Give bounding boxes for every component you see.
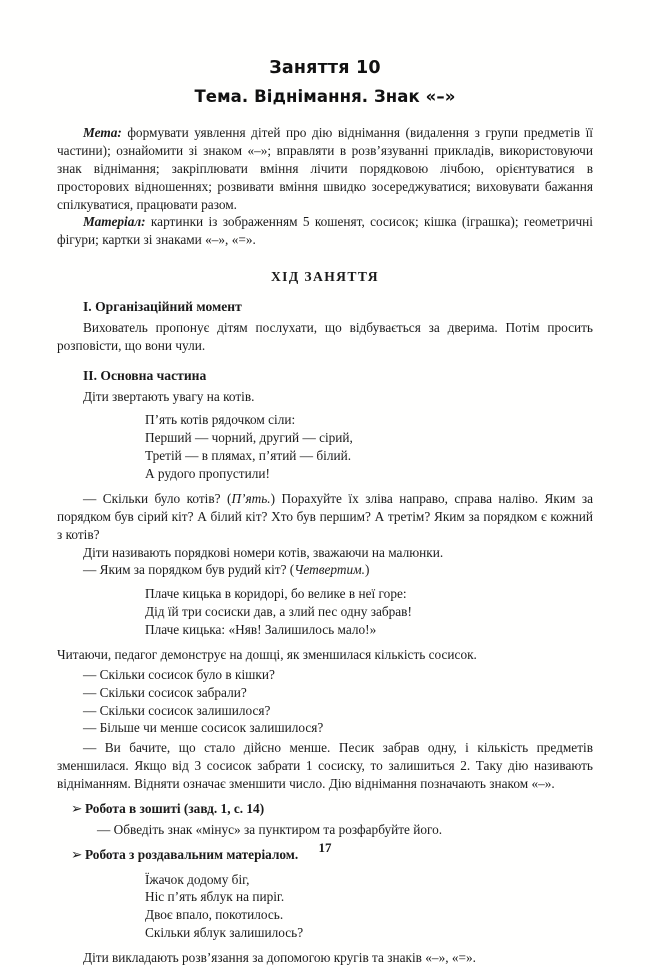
material-label: Матеріал: <box>83 214 146 230</box>
material-text: картинки із зображенням 5 кошенят, сосисок; кішка (іграшка); геометричні фігури; картки зі знаками «–», «=». <box>57 214 593 248</box>
demonstration-paragraph: Читаючи, педагог демонструє на дошці, як зменшилася кількість сосисок. <box>57 646 477 662</box>
question-suffix: ) Порахуйте їх зліва направо, справа наліво. Яким за порядком був сірий кіт? А білий кіт? Хто був першим? А третім? Яким за порядком є кожний з котів? <box>57 490 593 542</box>
activity-handout-title: Робота з роздавальним матеріалом. <box>85 846 299 862</box>
aim-label: Мета: <box>83 125 122 140</box>
arrow-bullet-icon: ➢ <box>71 846 83 862</box>
arrow-bullet-icon: ➢ <box>71 800 83 816</box>
material-paragraph <box>57 213 593 249</box>
followup-suffix: ) <box>364 562 370 578</box>
poem-line: Плаче кицька: «Няв! Залишилось мало!» <box>145 622 377 637</box>
dialogue-cats-followup <box>57 561 593 579</box>
dialogue-cats-question <box>57 483 593 544</box>
question-answer-italic: П’ять. <box>231 490 271 506</box>
poem-line: Їжачок додому біг, <box>145 871 250 887</box>
main-intro-line: Діти звертають увагу на котів. <box>83 388 255 404</box>
poem-line: Перший — чорний, другий — сірий, <box>145 430 353 446</box>
page-title: Заняття 10 <box>269 58 381 78</box>
lesson-topic: Тема. Віднімання. Знак «–» <box>194 87 456 106</box>
poem-hedgehog <box>57 864 593 943</box>
aim-paragraph <box>57 124 593 213</box>
list-item: — Скільки сосисок забрали? <box>83 684 247 700</box>
poem-cats <box>57 405 593 483</box>
activity-notebook-instruction: — Обведіть знак «мінус» за пунктиром та розфарбуйте його. <box>97 821 443 837</box>
poem-line: А рудого пропустили! <box>145 466 270 481</box>
organizational-paragraph: Вихователь пропонує дітям послухати, що відбувається за дверима. Потім просить розповісти, що вони чули. <box>57 320 593 353</box>
poem-line: Ніс п’ять яблук на пиріг. <box>145 889 285 905</box>
poem-line: Двоє впало, покотилось. <box>145 907 284 923</box>
list-item: — Скільки сосисок залишилося? <box>83 702 271 718</box>
page-number: 17 <box>318 840 332 855</box>
followup-prefix: — Яким за порядком був рудий кіт? ( <box>83 562 295 578</box>
poem-line: Скільки яблук залишилось? <box>145 925 304 941</box>
poem-line: Плаче кицька в коридорі, бо велике в неї горе: <box>145 586 407 602</box>
aim-text: формувати уявлення дітей про дію віднімання (видалення з групи предметів її частини); ознайомити зі знаком «–»; вправляти в розв’язуванні прикладів, використовуючи знак віднімання; закріплювати вміння лічити порядковою лічбою, орієнтуватися в просторових відношеннях; розвивати вміння швидко зосереджуватися; виховувати бажання спілкуватися, працювати разом. <box>57 125 593 212</box>
poem-line: Третій — в плямах, п’ятий — білий. <box>145 448 352 464</box>
activity-notebook-title: Робота в зошиті (завд. 1, с. 14) <box>85 800 265 816</box>
list-item: — Скільки сосисок було в кішки? <box>83 666 275 682</box>
section-heading-organizational: I. Організаційний момент <box>83 299 242 315</box>
course-heading: ХІД ЗАНЯТТЯ <box>270 269 380 285</box>
poem-cat-sausages <box>57 579 593 639</box>
poem-line: П’ять котів рядочком сіли: <box>145 412 296 428</box>
closing-paragraph: Діти викладають розв’язання за допомогою кругів та знаків «–», «=». <box>83 950 476 965</box>
explanation-paragraph: — Ви бачите, що стало дійсно менше. Песик забрав одну, і кількість предметів зменшилася. Якщо від 3 сосисок забрати 1 сосиску, то залишиться 2. Таку дію називають відніманням. Відняти означає зменшити число. Дію віднімання позначають знаком «–». <box>57 740 593 791</box>
question-prefix: — Скільки було котів? ( <box>83 490 232 506</box>
section-heading-main: II. Основна частина <box>83 367 207 383</box>
list-item: — Більше чи менше сосисок залишилося? <box>83 720 324 736</box>
dialogue-cats-narration: Діти називають порядкові номери котів, зважаючи на малюнки. <box>83 544 444 560</box>
questions-list <box>57 664 593 738</box>
activity-notebook <box>57 793 593 818</box>
followup-answer-italic: Четвертим. <box>294 562 365 578</box>
poem-line: Дід їй три сосиски дав, а злий пес одну забрав! <box>145 604 412 620</box>
